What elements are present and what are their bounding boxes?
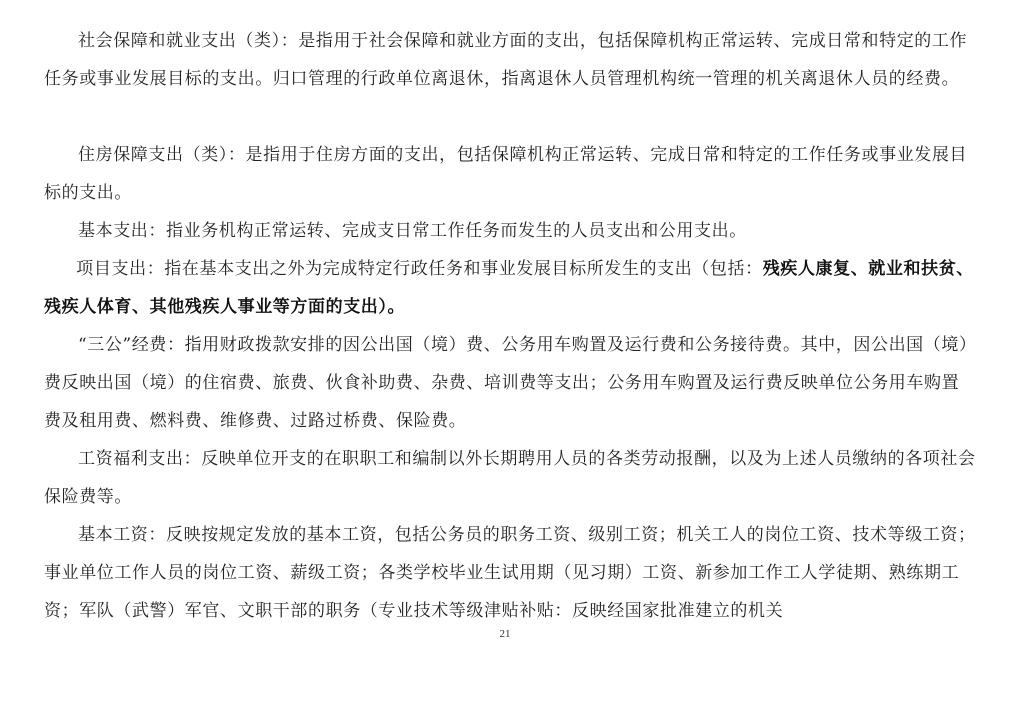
paragraph-housing: 住房保障支出（类）：是指用于住房方面的支出，包括保障机构正常运转、完成日常和特定的工作任务或事业发展目标的支出。 bbox=[44, 145, 968, 203]
paragraph-project-expenditure bbox=[44, 250, 976, 326]
paragraph-social-security: 社会保障和就业支出（类）：是指用于社会保障和就业方面的支出，包括保障机构正常运转、完成日常和特定的工作任务或事业发展目标的支出。归口管理的行政单位离退休，指离退休人员管理机构统一管理的机关离退休人员的经费。 bbox=[44, 31, 968, 89]
project-expenditure-text: 项目支出：指在基本支出之外为完成特定行政任务和事业发展目标所发生的支出（包括： bbox=[76, 259, 763, 279]
paragraph-three-public-expenses: “三公”经费：指用财政拨款安排的因公出国（境）费、公务用车购置及运行费和公务接待费。其中，因公出国（境）费反映出国（境）的住宿费、旅费、伙食补助费、杂费、培训费等支出；公务用车购置及运行费反映单位公务用车购置费及租用费、燃料费、维修费、过路过桥费、保险费。 bbox=[44, 335, 969, 431]
project-expenditure-emphasis: 残疾人康复、就业和扶贫、残疾人体育、其他残疾人事业等方面的支出）。 bbox=[44, 259, 974, 317]
paragraph-basic-expenditure: 基本支出：指业务机构正常运转、完成支日常工作任务而发生的人员支出和公用支出。 bbox=[78, 221, 747, 241]
paragraph-wage-welfare: 工资福利支出：反映单位开支的在职职工和编制以外长期聘用人员的各类劳动报酬，以及为上述人员缴纳的各项社会保险费等。 bbox=[44, 449, 976, 507]
paragraph-basic-wage: 基本工资：反映按规定发放的基本工资，包括公务员的职务工资、级别工资；机关工人的岗位工资、技术等级工资；事业单位工作人员的岗位工资、薪级工资；各类学校毕业生试用期（见习期）工资、新参加工作工人学徒期、熟练期工资；军队（武警）军官、文职干部的职务（专业技术等级津贴补贴：反映经国家批准建立的机关 bbox=[44, 525, 976, 621]
page-number: 21 bbox=[499, 628, 511, 640]
